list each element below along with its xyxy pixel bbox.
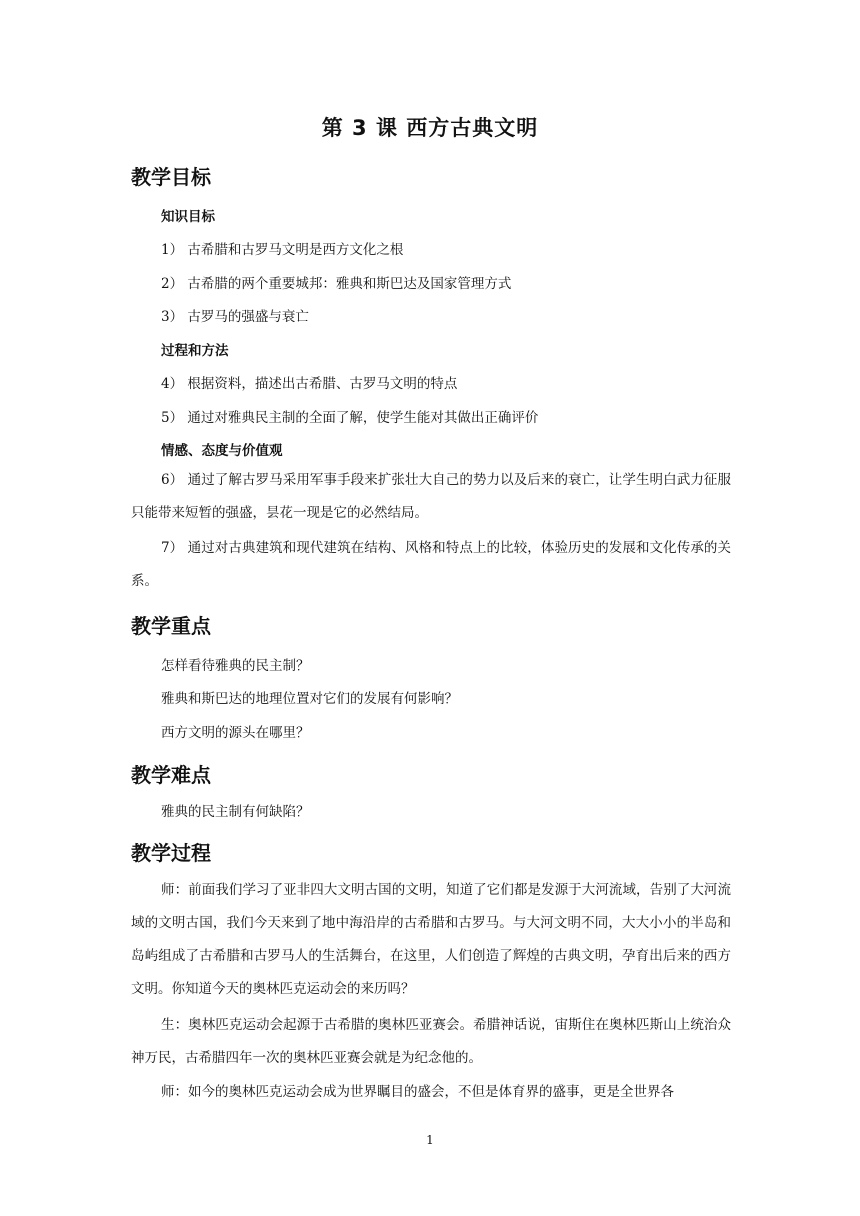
process-paragraph: 师：前面我们学习了亚非四大文明古国的文明，知道了它们都是发源于大河流域，告别了大河流域的文明古国，我们今天来到了地中海沿岸的古希腊和古罗马。与大河文明不同，大大小小的半岛和岛屿组成了古希腊和古罗马人的生活舞台，在这里，人们创造了辉煌的古典文明，孕育出后来的西方文明。你知道今天的奥林匹克运动会的来历吗？ xyxy=(131,882,731,997)
process-method-heading: 过程和方法 xyxy=(161,343,229,359)
key-points-heading: 教学重点 xyxy=(131,614,211,638)
knowledge-item: 2） 古希腊的两个重要城邦：雅典和斯巴达及国家管理方式 xyxy=(161,276,512,292)
process-paragraph: 师：如今的奥林匹克运动会成为世界瞩目的盛会，不但是体育界的盛事，更是全世界各 xyxy=(161,1084,674,1100)
page-number: 1 xyxy=(426,1133,434,1147)
knowledge-item: 1） 古希腊和古罗马文明是西方文化之根 xyxy=(161,242,404,258)
key-point-item: 雅典和斯巴达的地理位置对它们的发展有何影响？ xyxy=(161,691,458,707)
emotion-heading: 情感、态度与价值观 xyxy=(161,443,283,459)
emotion-item: 6） 通过了解古罗马采用军事手段来扩张壮大自己的势力以及后来的衰亡，让学生明白武力征服只能带来短暂的强盛，昙花一现是它的必然结局。 xyxy=(131,472,731,521)
difficulties-heading: 教学难点 xyxy=(131,763,211,787)
emotion-item: 7） 通过对古典建筑和现代建筑在结构、风格和特点上的比较，体验历史的发展和文化传承的关系。 xyxy=(131,540,731,589)
process-item: 4） 根据资料，描述出古希腊、古罗马文明的特点 xyxy=(161,376,458,392)
objectives-heading: 教学目标 xyxy=(131,165,211,189)
process-paragraph: 生：奥林匹克运动会起源于古希腊的奥林匹亚赛会。希腊神话说，宙斯住在奥林匹斯山上统治众神万民，古希腊四年一次的奥林匹亚赛会就是为纪念他的。 xyxy=(131,1017,731,1066)
knowledge-item: 3） 古罗马的强盛与衰亡 xyxy=(161,309,309,325)
lesson-title: 第 3 课 西方古典文明 xyxy=(321,116,539,140)
process-item: 5） 通过对雅典民主制的全面了解，使学生能对其做出正确评价 xyxy=(161,410,539,426)
key-point-item: 西方文明的源头在哪里？ xyxy=(161,725,310,741)
difficulty-item: 雅典的民主制有何缺陷？ xyxy=(161,804,310,820)
key-point-item: 怎样看待雅典的民主制？ xyxy=(161,658,310,674)
teaching-process-heading: 教学过程 xyxy=(131,841,211,865)
knowledge-heading: 知识目标 xyxy=(161,209,215,225)
